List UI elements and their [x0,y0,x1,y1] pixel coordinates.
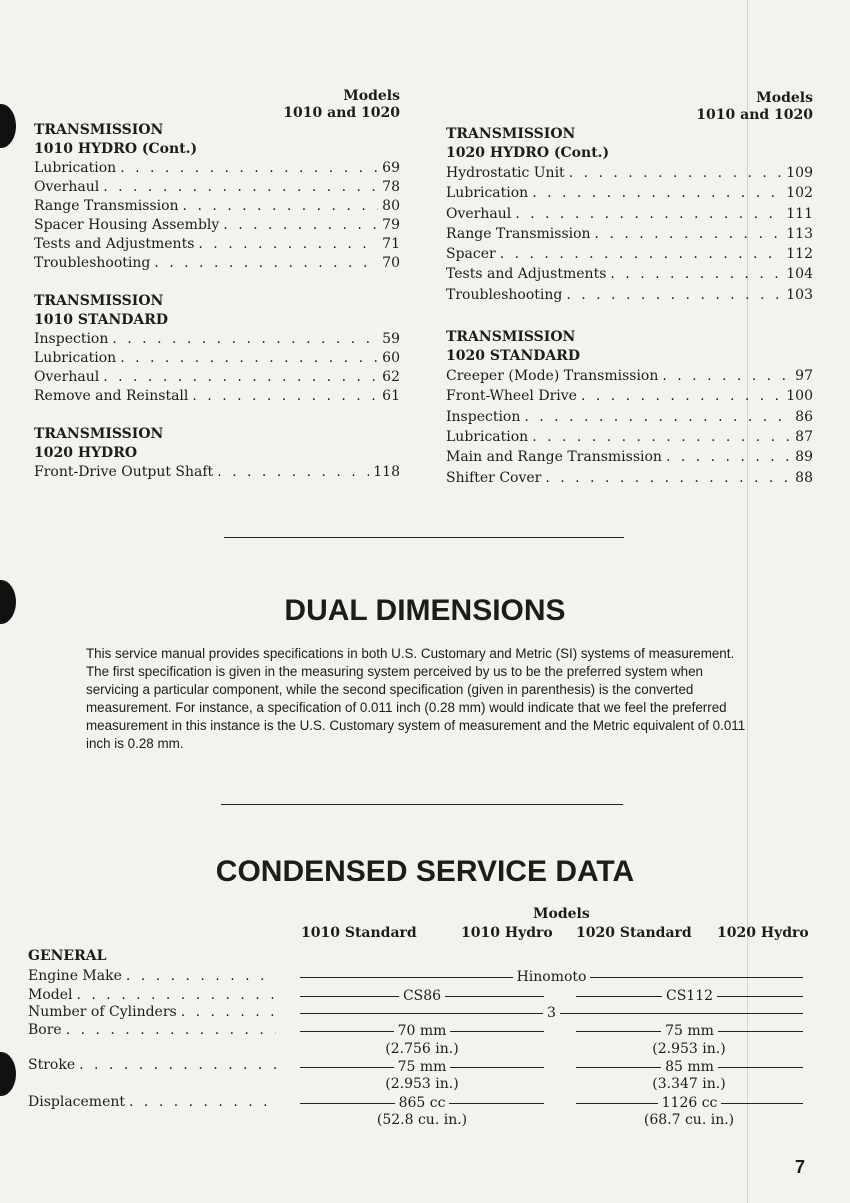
models-sublabel: 1010 and 1020 [696,107,813,123]
spec-span-1020 [576,1094,803,1112]
index-entry [446,204,813,224]
entry-page: 78 [382,179,400,195]
column-header-1020-standard: 1020 Standard [576,925,692,941]
entry-label: Spacer [446,246,496,263]
spec-label: Bore [28,1022,62,1038]
index-entry [34,349,400,368]
index-section [446,328,813,488]
leader-dots [77,986,277,1004]
leader-dots [662,366,791,386]
entry-page: 100 [786,388,813,405]
stroke-1010-value: 75 mm [397,1059,447,1075]
bore-1020-sub: (2.953 in.) [652,1041,726,1057]
displacement-1020-sub: (68.7 cu. in.) [643,1112,735,1128]
dual-dimensions-heading: DUAL DIMENSIONS [284,594,566,627]
index-entry [34,235,400,254]
leader-dots [500,244,783,264]
leader-dots [532,427,791,447]
bore-1020-value: 75 mm [665,1023,714,1039]
spec-span-all-models [300,968,803,986]
stroke-1010-sub: (2.953 in.) [385,1076,459,1092]
leader-dots [120,159,378,178]
entry-label: Lubrication [446,185,529,202]
condensed-service-data-heading: CONDENSED SERVICE DATA [215,855,635,888]
spec-label: Engine Make [28,968,122,984]
displacement-1010-sub: (52.8 cu. in.) [376,1112,468,1128]
leader-dots [610,264,782,284]
entry-page: 71 [382,236,400,252]
bore-1010-sub: (2.756 in.) [385,1041,459,1057]
leader-dots [192,387,378,406]
section-divider [224,537,624,538]
models-label: Models [343,88,400,104]
entry-page: 89 [795,449,813,466]
dual-dimensions-paragraph: This service manual provides specifications in both U.S. Customary and Metric (SI) systems of measurement. The first specification is given in the measuring system perceived by us to be the preferred system when servicing a particular component, while the second specification (given in parenthesis) is the converted measurement. For instance, a specification of 0.011 inch (0.28 mm) would indicate that we feel the preferred measurement in this instance is the U.S. Customary system of measurement and the Metric equivalent of 0.011 inch is 0.28 mm. [86,646,746,751]
leader-dots [217,463,369,482]
csd-models-label: Models [533,906,590,922]
entry-page: 118 [373,464,400,480]
index-left-column [34,88,400,482]
leader-dots [79,1056,276,1074]
entry-label: Overhaul [34,369,100,385]
entry-page: 109 [786,165,813,181]
entry-label: Overhaul [34,179,100,195]
spec-span-1020 [576,1058,803,1076]
leader-dots [112,330,378,349]
leader-dots [103,178,378,197]
spec-span-1020 [576,987,803,1005]
spec-row-label [28,1003,276,1021]
column-header-1020-hydro: 1020 Hydro [717,925,809,941]
entry-page: 104 [786,266,813,283]
entry-page: 69 [382,160,400,176]
index-entry [446,366,813,386]
leader-dots [532,183,782,203]
index-entry [446,447,813,467]
spec-span-1020 [576,1022,803,1040]
entry-page: 88 [795,469,813,486]
entry-label: Tests and Adjustments [34,236,195,252]
spec-span-1010 [300,1022,544,1040]
cylinders-value: 3 [547,1005,556,1021]
models-header [446,90,813,124]
section-title: TRANSMISSION [34,122,164,138]
section-divider [221,804,623,805]
entry-page: 112 [786,246,813,263]
index-entry [34,387,400,406]
entry-label: Remove and Reinstall [34,388,189,404]
spec-label: Number of Cylinders [28,1004,177,1020]
entry-label: Range Transmission [34,198,179,214]
entry-page: 87 [795,428,813,445]
spec-span-1010 [300,1058,544,1076]
leader-dots [524,407,791,427]
leader-dots [181,1003,276,1021]
index-right-column [446,90,813,488]
leader-dots [183,197,379,216]
spec-row-label [28,1021,276,1039]
entry-page: 111 [786,205,813,222]
entry-label: Troubleshooting [446,286,563,303]
entry-page: 61 [382,388,400,404]
spec-label: Stroke [28,1057,76,1073]
entry-page: 97 [795,368,813,385]
leader-dots [581,386,782,406]
leader-dots [103,368,378,387]
entry-label: Range Transmission [446,225,591,242]
index-section [34,292,400,406]
index-entry [446,386,813,406]
leader-dots [666,447,791,467]
section-subtitle: 1010 HYDRO (Cont.) [34,141,198,157]
index-entry [446,224,813,244]
section-subtitle: 1020 HYDRO [34,445,138,461]
stroke-1020-sub: (3.347 in.) [652,1076,726,1092]
models-header [34,88,400,122]
index-entry [34,254,400,273]
entry-page: 59 [382,331,400,347]
binder-hole [0,1052,16,1096]
entry-page: 86 [795,408,813,425]
model-1020-value: CS112 [665,988,714,1004]
leader-dots [566,285,782,305]
index-entry [446,285,813,305]
entry-page: 113 [786,225,813,242]
spec-row-label [28,967,276,985]
section-subtitle: 1020 STANDARD [446,348,581,365]
models-label: Models [756,90,813,106]
entry-label: Hydrostatic Unit [446,165,565,181]
entry-page: 102 [786,185,813,202]
spec-row-label [28,986,276,1004]
spec-row-label [28,1093,276,1111]
entry-label: Spacer Housing Assembly [34,217,220,233]
leader-dots [120,349,378,368]
index-section [34,121,400,273]
index-entry [34,178,400,197]
section-subtitle: 1010 STANDARD [34,312,169,328]
engine-make-value: Hinomoto [516,969,587,985]
entry-page: 79 [382,217,400,233]
entry-label: Front-Wheel Drive [446,388,577,405]
entry-label: Lubrication [446,428,529,445]
leader-dots [515,204,782,224]
leader-dots [66,1021,276,1039]
entry-label: Lubrication [34,160,117,176]
entry-label: Tests and Adjustments [446,266,607,283]
entry-label: Inspection [34,331,109,347]
page-number: 7 [795,1157,806,1177]
entry-label: Inspection [446,408,521,425]
leader-dots [198,235,378,254]
entry-label: Main and Range Transmission [446,449,662,466]
index-entry [446,163,813,183]
leader-dots [223,216,378,235]
index-entry [34,197,400,216]
index-entry [34,463,400,482]
entry-page: 80 [382,198,400,214]
entry-label: Troubleshooting [34,255,151,271]
index-entry [446,264,813,284]
spec-span-1010 [300,1094,544,1112]
index-entry [34,368,400,387]
index-entry [446,427,813,447]
section-title: TRANSMISSION [34,293,164,309]
column-header-1010-hydro: 1010 Hydro [461,925,553,941]
entry-label: Creeper (Mode) Transmission [446,368,659,385]
column-header-1010-standard: 1010 Standard [301,925,417,941]
section-title: TRANSMISSION [446,126,576,142]
binder-hole [0,104,16,148]
leader-dots [545,468,791,488]
index-entry [446,244,813,264]
index-entry [446,407,813,427]
entry-page: 62 [382,369,400,385]
spec-label: Model [28,987,73,1003]
index-section [34,425,400,482]
spec-label: Displacement [28,1094,126,1110]
index-entry [446,468,813,488]
index-section [446,125,813,305]
section-title: TRANSMISSION [446,329,576,346]
entry-page: 60 [382,350,400,366]
bore-1010-value: 70 mm [397,1023,447,1039]
spec-span-1010 [300,987,544,1005]
entry-label: Shifter Cover [446,469,542,486]
section-title: TRANSMISSION [34,426,164,442]
entry-label: Overhaul [446,205,512,222]
index-entry [34,330,400,349]
entry-label: Lubrication [34,350,117,366]
models-sublabel: 1010 and 1020 [283,105,400,121]
leader-dots [569,163,783,183]
leader-dots [595,224,783,244]
spec-row-label [28,1056,276,1074]
index-entry [34,159,400,178]
leader-dots [126,967,276,985]
displacement-1020-value: 1126 cc [661,1095,718,1111]
index-entry [446,183,813,203]
entry-label: Front-Drive Output Shaft [34,464,214,480]
leader-dots [129,1093,276,1111]
spec-span-all-models [300,1004,803,1022]
leader-dots [154,254,378,273]
section-subtitle: 1020 HYDRO (Cont.) [446,145,610,161]
entry-page: 70 [382,255,400,271]
index-entry [34,216,400,235]
displacement-1010-value: 865 cc [398,1095,446,1111]
entry-page: 103 [786,286,813,303]
stroke-1020-value: 85 mm [665,1059,714,1075]
general-group-title: GENERAL [28,948,107,964]
model-1010-value: CS86 [402,988,442,1004]
